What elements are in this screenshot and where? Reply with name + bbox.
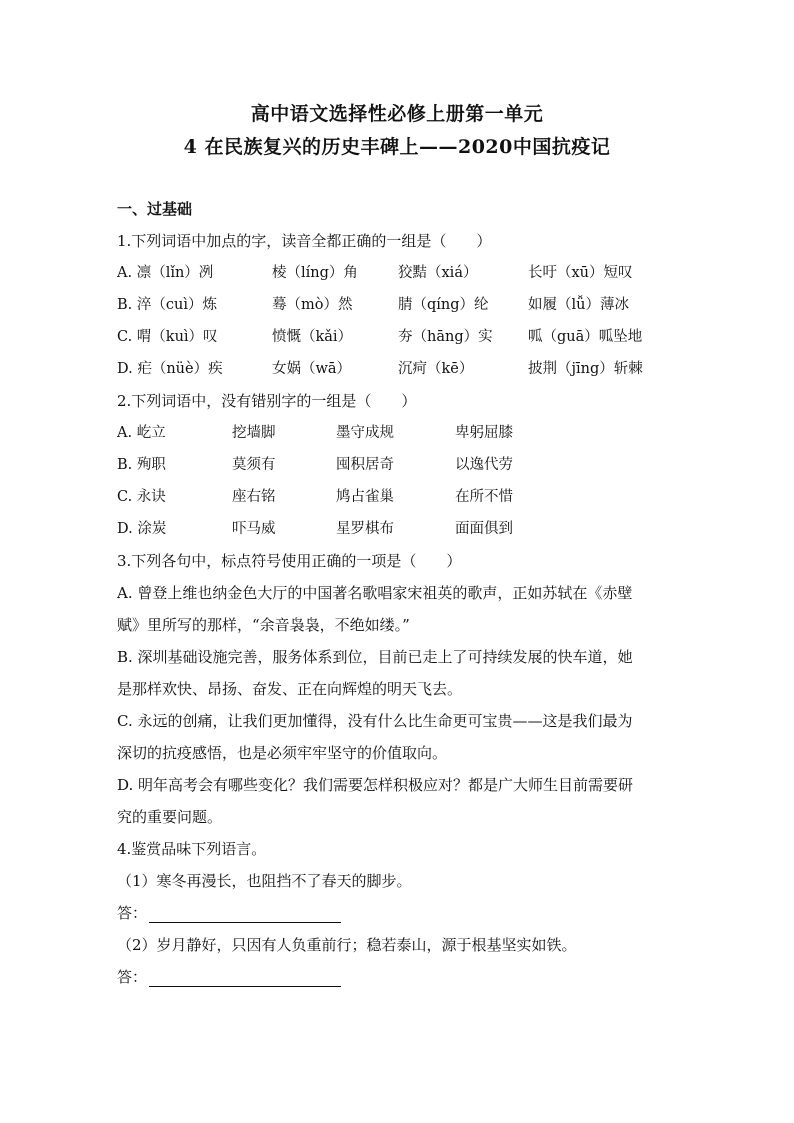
- q3-option-text: C. 永远的创痛，让我们更加懂得，没有什么比生命更可宝贵——这是我们最为: [117, 712, 633, 730]
- option-cell: 囤积居奇: [336, 457, 394, 473]
- option-cell: 座右铭: [232, 489, 276, 505]
- q3-option-text: B. 深圳基础设施完善，服务体系到位，目前已走上了可持续发展的快车道，她: [117, 648, 633, 666]
- option-cell: 夯（hāng）实: [398, 329, 493, 345]
- option-cell: 在所不惜: [455, 489, 513, 505]
- q3-option-text: D. 明年高考会有哪些变化？我们需要怎样积极应对？都是广大师生目前需要研: [117, 776, 634, 794]
- option-cell: B. 殉职: [117, 457, 166, 473]
- question-3-stem: 3.下列各句中，标点符号使用正确的一项是（ ）: [117, 552, 462, 570]
- q4-answer-2: [117, 967, 341, 987]
- q3-option-text: 是那样欢快、昂扬、奋发、正在向辉煌的明天飞去。: [117, 680, 463, 698]
- option-cell: 挖墙脚: [232, 425, 276, 441]
- option-cell: 女娲（wā）: [272, 361, 352, 377]
- option-cell: A. 屹立: [117, 425, 166, 441]
- page-subtitle: 4 在民族复兴的历史丰碑上——2020中国抗疫记: [183, 136, 611, 158]
- q3-option-text: 赋》里所写的那样，“余音袅袅，不绝如缕。”: [117, 616, 410, 634]
- question-2-stem: 2.下列词语中，没有错别字的一组是（ ）: [117, 392, 417, 410]
- option-cell: C. 永诀: [117, 489, 166, 505]
- answer-blank[interactable]: [149, 971, 341, 987]
- q3-option-text: 究的重要问题。: [117, 808, 223, 826]
- option-cell: 墨守成规: [336, 425, 394, 441]
- q3-option-text: 深切的抗疫感悟，也是必须牢牢坚守的价值取向。: [117, 744, 448, 762]
- answer-label: 答：: [117, 968, 148, 986]
- option-cell: 棱（líng）角: [272, 265, 358, 281]
- option-cell: 沉疴（kē）: [398, 361, 474, 377]
- option-cell: D. 涂炭: [117, 521, 167, 537]
- option-cell: 星罗棋布: [336, 521, 394, 537]
- q3-option-text: A. 曾登上维也纳金色大厅的中国著名歌唱家宋祖英的歌声，正如苏轼在《赤壁: [117, 584, 633, 602]
- answer-label: 答：: [117, 904, 148, 922]
- option-cell: 以逸代劳: [455, 457, 513, 473]
- question-1-stem: 1.下列词语中加点的字，读音全都正确的一组是（ ）: [117, 232, 492, 250]
- option-cell: 长吁（xū）短叹: [528, 265, 633, 281]
- q4-sub-1: （1）寒冬再漫长，也阻挡不了春天的脚步。: [117, 872, 412, 890]
- page-title: 高中语文选择性必修上册第一单元: [250, 103, 544, 125]
- option-cell: 呱（guā）呱坠地: [528, 329, 643, 345]
- option-cell: 狡黠（xiá）: [398, 265, 478, 281]
- option-cell: A. 凛（lǐn）冽: [117, 265, 214, 281]
- option-cell: 披荆（jīng）斩棘: [528, 361, 643, 377]
- option-cell: D. 疟（nüè）疾: [117, 361, 223, 377]
- option-cell: C. 喟（kuì）叹: [117, 329, 218, 345]
- option-cell: B. 淬（cuì）炼: [117, 297, 217, 313]
- option-cell: 腈（qíng）纶: [398, 297, 489, 313]
- option-cell: 吓马威: [232, 521, 276, 537]
- option-cell: 蓦（mò）然: [272, 297, 353, 313]
- section-heading: 一、过基础: [117, 200, 193, 218]
- q4-sub-2: （2）岁月静好，只因有人负重前行；稳若泰山，源于根基坚实如铁。: [117, 936, 577, 954]
- question-4-stem: 4.鉴赏品味下列语言。: [117, 840, 267, 858]
- q4-answer-1: [117, 903, 341, 923]
- option-cell: 莫须有: [232, 457, 276, 473]
- option-cell: 鸠占雀巢: [336, 489, 394, 505]
- option-cell: 卑躬屈膝: [455, 425, 513, 441]
- option-cell: 如履（lǚ）薄冰: [528, 297, 629, 313]
- option-cell: 面面俱到: [455, 521, 513, 537]
- option-cell: 愤慨（kǎi）: [272, 329, 353, 345]
- answer-blank[interactable]: [149, 907, 341, 923]
